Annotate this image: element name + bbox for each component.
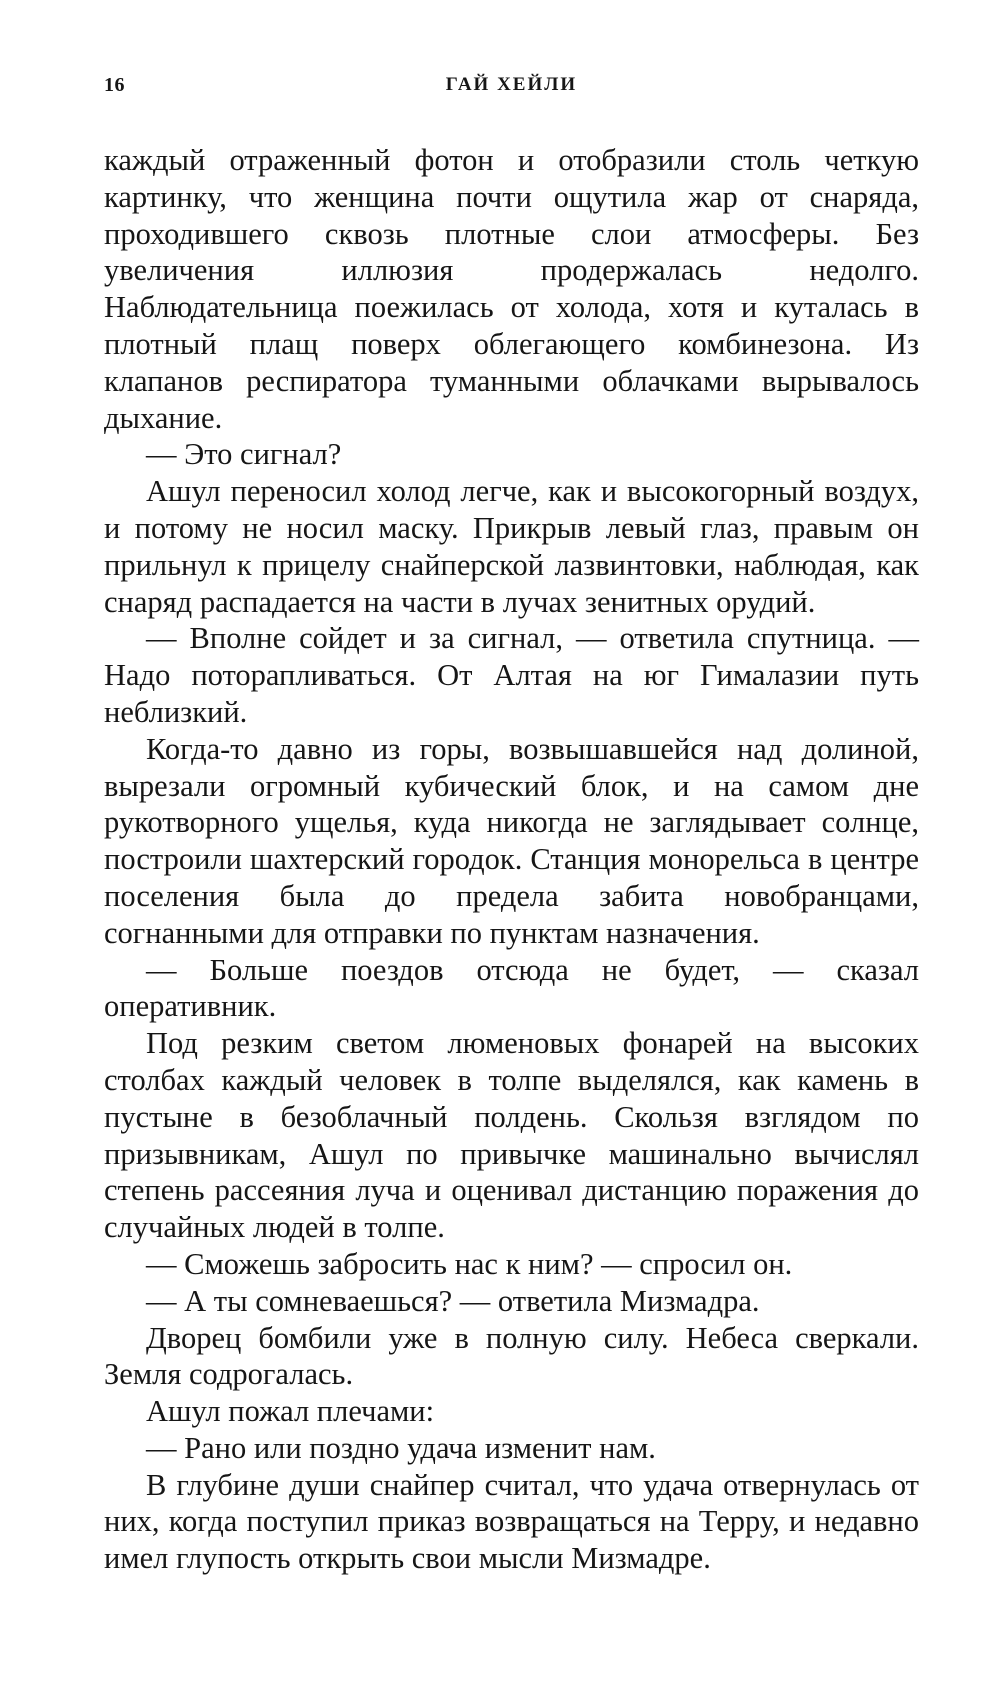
paragraph: — Больше поездов отсюда не будет, — сказал оперативник. [104, 952, 919, 1024]
paragraph: — Рано или поздно удача изменит нам. [146, 1430, 656, 1465]
paragraph: Под резким светом люменовых фонарей на высоких столбах каждый человек в толпе выделялся, как камень в пустыне в безоблачный полдень. Скользя взглядом по призывникам, Ашул по привычке машинально вычислял степень рассеяния луча и оценивал дистанцию поражения до случайных людей в толпе. [104, 1026, 919, 1245]
paragraph: Дворец бомбили уже в полную силу. Небеса сверкали. Земля содрогалась. [104, 1320, 919, 1392]
paragraph: Когда-то давно из горы, возвышавшейся над долиной, вырезали огромный кубический блок, и на самом дне рукотворного ущелья, куда никогда не заглядывает солнце, построили шахтерский городок. Станция монорельса в центре поселения была до предела забита новобранцами, согнанными для отправки по пунктам назначения. [104, 731, 919, 950]
running-head-author: ГАЙ ХЕЙЛИ [445, 74, 578, 95]
page-number: 16 [104, 74, 125, 96]
body-text [104, 142, 919, 1577]
paragraph: — Это сигнал? [146, 437, 342, 472]
paragraph: — Вполне сойдет и за сигнал, — ответила спутница. — Надо поторапливаться. От Алтая на юг Гималазии путь неблизкий. [104, 621, 919, 729]
paragraph: Ашул переносил холод легче, как и высокогорный воздух, и потому не носил маску. Прикрыв левый глаз, правым он прильнул к прицелу снайперской лазвинтовки, наблюдая, как снаряд распадается на части в лучах зенитных орудий. [104, 474, 919, 619]
running-head [104, 70, 919, 110]
paragraph: — Сможешь забросить нас к ним? — спросил он. [146, 1246, 793, 1281]
paragraph: — А ты сомневаешься? — ответила Мизмадра. [146, 1283, 760, 1318]
paragraph: каждый отраженный фотон и отобразили столь четкую картинку, что женщина почти ощутила жар от снаряда, проходившего сквозь плотные слои атмосферы. Без увеличения иллюзия продержалась недолго. Наблюдательница поежилась от холода, хотя и куталась в плотный плащ поверх облегающего комбинезона. Из клапанов респиратора туманными облачками вырывалось дыхание. [104, 143, 919, 435]
paragraph: Ашул пожал плечами: [146, 1394, 435, 1429]
paragraph: В глубине души снайпер считал, что удача отвернулась от них, когда поступил приказ возвращаться на Терру, и недавно имел глупость открыть свои мысли Мизмадре. [104, 1467, 919, 1576]
